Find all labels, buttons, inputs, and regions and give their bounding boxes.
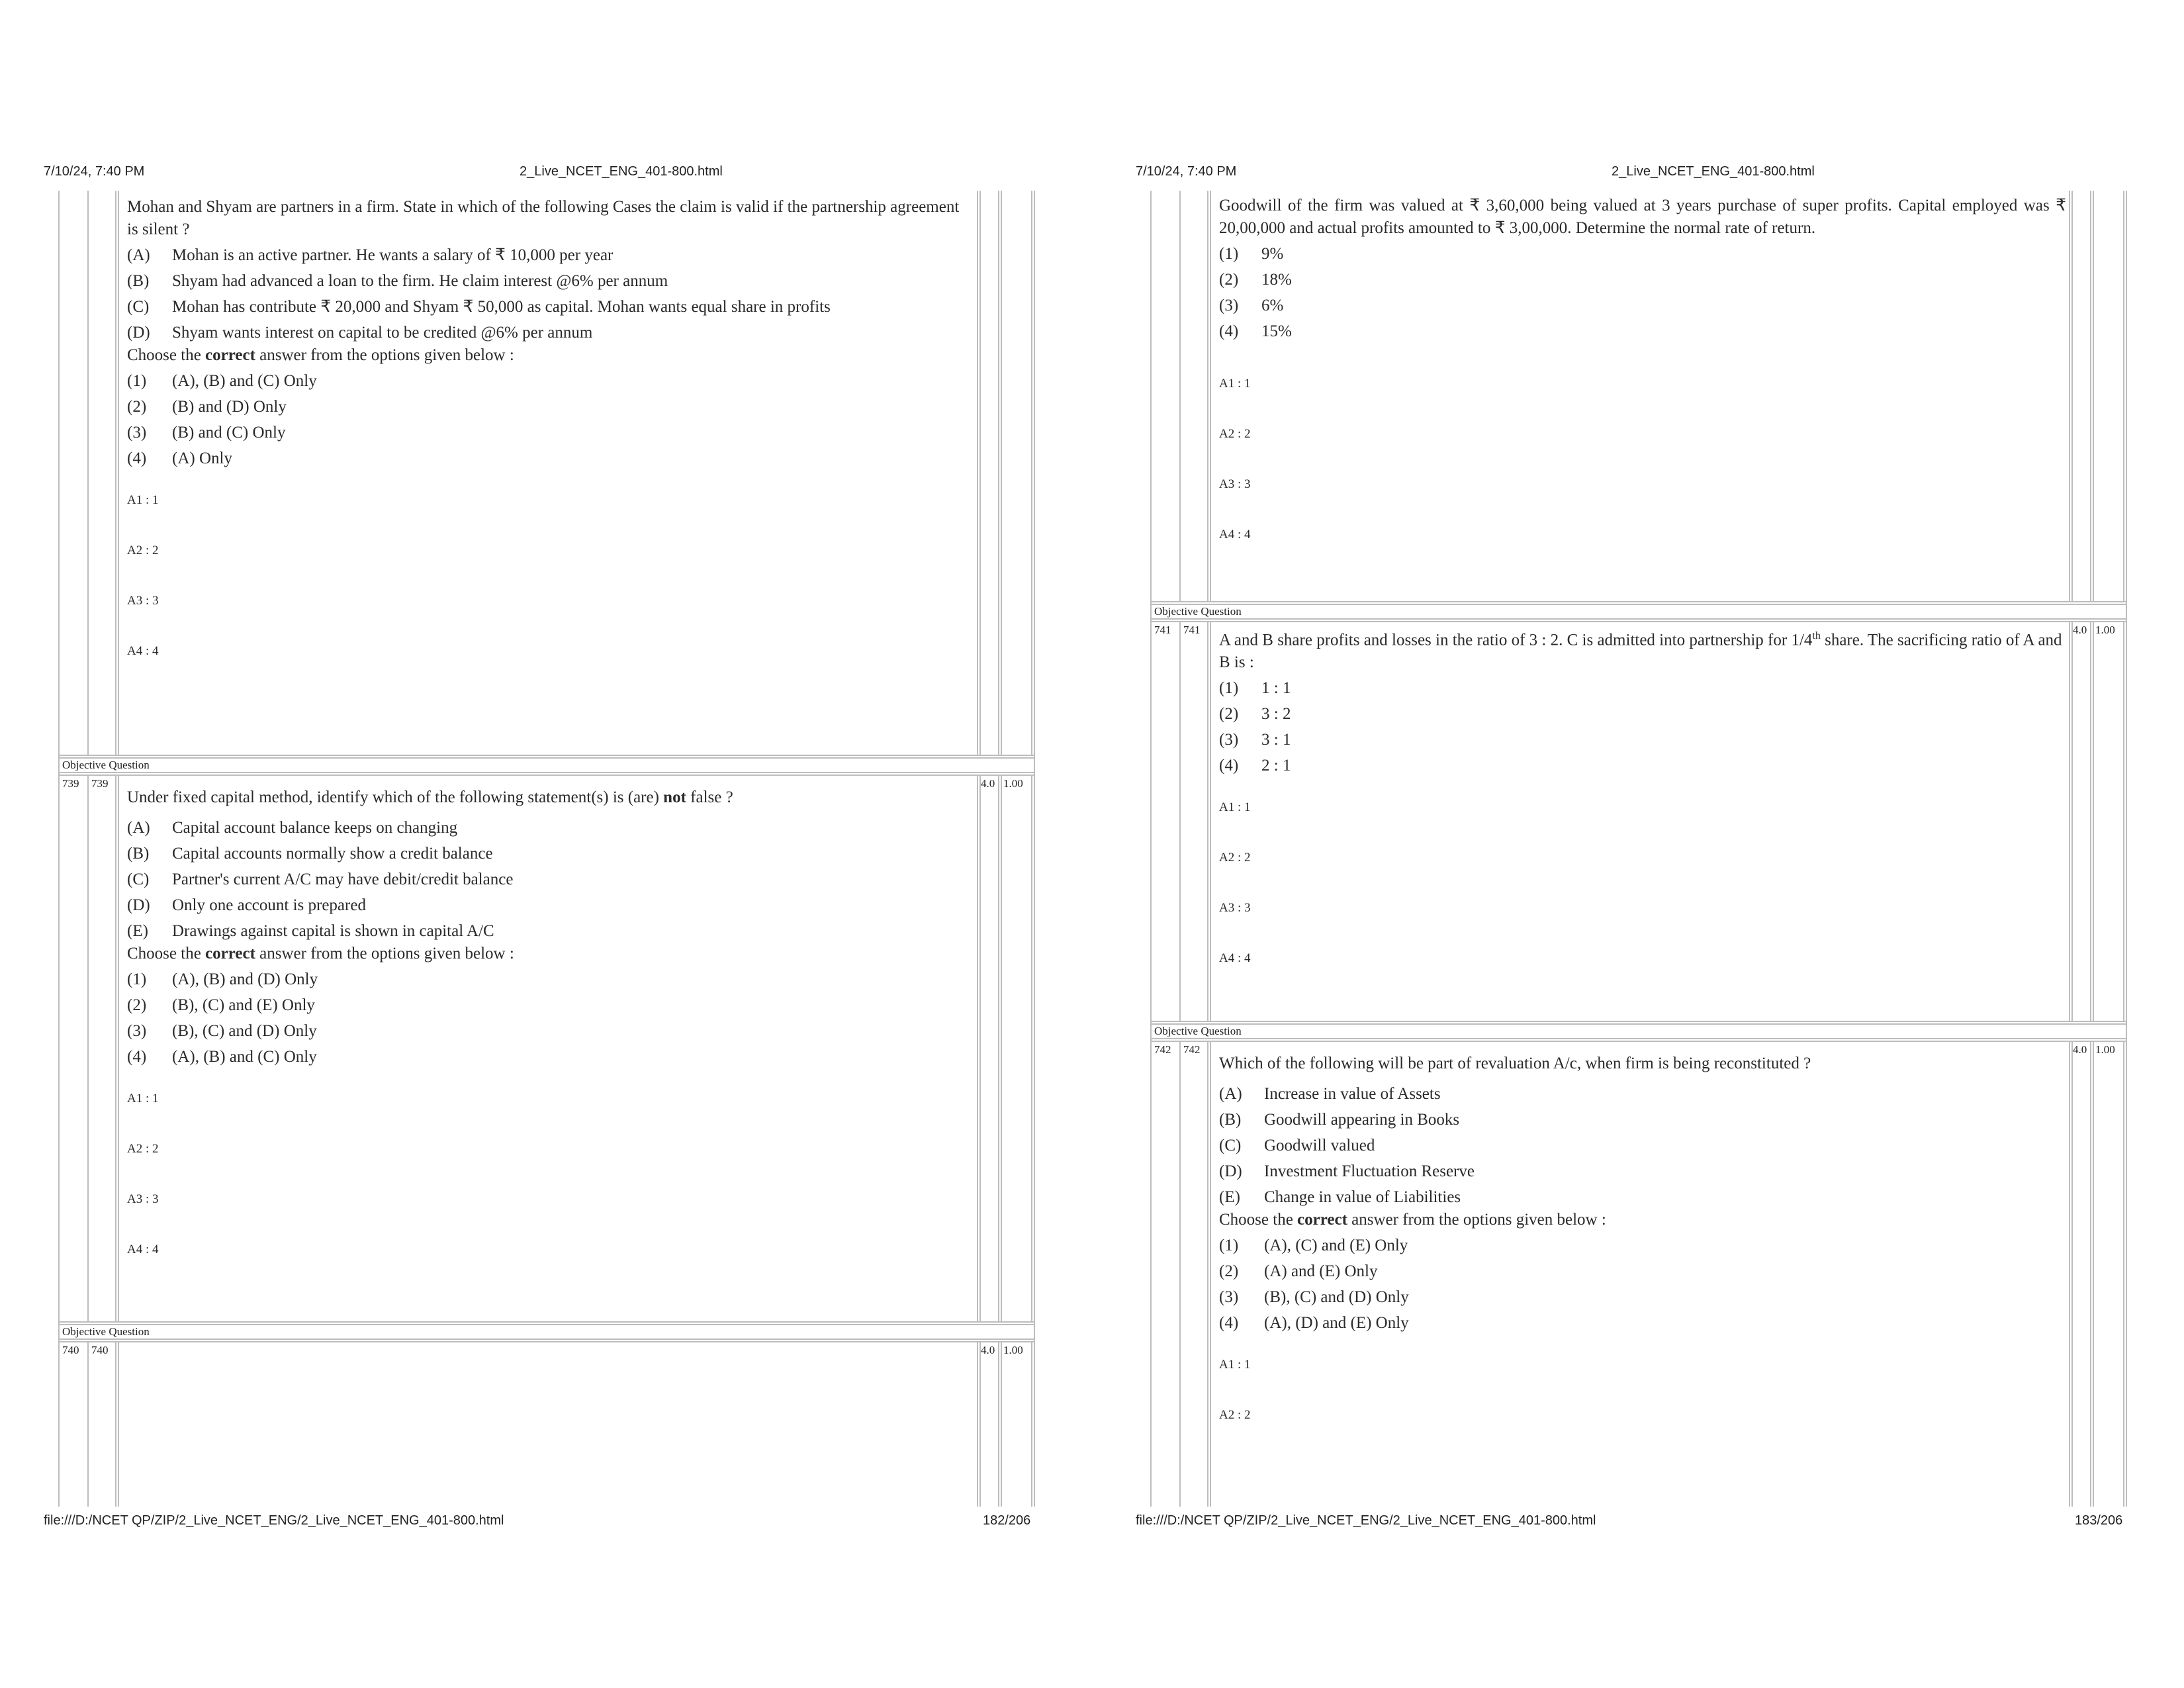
answer-key: A4 : 4	[127, 644, 159, 658]
print-footer-path: file:///D:/NCET QP/ZIP/2_Live_NCET_ENG/2_Live_NCET_ENG_401-800.html	[1136, 1513, 1596, 1528]
answer-key: A3 : 3	[127, 1192, 159, 1206]
question-stem: A and B share profits and losses in the ratio of 3 : 2. C is admitted into partnership for 1/4th share. The sacrificing ratio of A and B is :	[1219, 630, 2062, 672]
question-id: 742	[1183, 1043, 1201, 1056]
statement-item: (B) Shyam had advanced a loan to the firm. He claim interest @6% per annum	[127, 272, 668, 290]
statement-item: (B) Capital accounts normally show a credit balance	[127, 845, 493, 863]
answer-key: A1 : 1	[127, 493, 159, 507]
negative-marks: 1.00	[2095, 624, 2115, 636]
answer-option: (1) 1 : 1	[1219, 679, 1291, 698]
marks: 4.0	[2073, 624, 2087, 636]
answer-key: A4 : 4	[127, 1243, 159, 1256]
negative-marks: 1.00	[2095, 1043, 2115, 1056]
serial-number: 740	[62, 1344, 79, 1356]
answer-option: (4) (A), (D) and (E) Only	[1219, 1314, 1409, 1332]
answer-option: (1) (A), (C) and (E) Only	[1219, 1237, 1408, 1254]
serial-number: 739	[62, 777, 79, 790]
serial-number: 741	[1154, 624, 1171, 636]
statement-item: (D) Only one account is prepared	[127, 896, 366, 914]
question-741-body	[1219, 625, 2066, 1001]
answer-option: (2) (B), (C) and (E) Only	[127, 996, 315, 1014]
answer-key: A1 : 1	[1219, 1358, 1251, 1372]
choose-prompt: Choose the correct answer from the options given below :	[127, 945, 514, 962]
section-label: Objective Question	[62, 1325, 150, 1338]
section-label: Objective Question	[62, 759, 150, 771]
question-id: 739	[91, 777, 109, 790]
statement-item: (C) Mohan has contribute ₹ 20,000 and Shyam ₹ 50,000 as capital. Mohan wants equal share in profits	[127, 298, 831, 316]
statement-item: (D) Investment Fluctuation Reserve	[1219, 1162, 1475, 1180]
print-file-title: 2_Live_NCET_ENG_401-800.html	[1612, 164, 1815, 179]
question-id: 740	[91, 1344, 109, 1356]
question-739-body	[127, 786, 974, 1292]
question-stem: Which of the following will be part of revaluation A/c, when firm is being reconstituted ?	[1219, 1055, 1811, 1072]
question-740-body	[1219, 195, 2066, 577]
statement-item: (C) Goodwill valued	[1219, 1137, 1375, 1154]
answer-option: (4) (A) Only	[127, 449, 232, 467]
answer-key: A2 : 2	[1219, 1408, 1251, 1422]
answer-option: (4) (A), (B) and (C) Only	[127, 1048, 317, 1066]
answer-key: A1 : 1	[127, 1092, 159, 1105]
answer-option: (2) 18%	[1219, 271, 1292, 289]
section-label: Objective Question	[1154, 605, 1242, 618]
answer-option: (1) (A), (B) and (C) Only	[127, 372, 317, 390]
answer-key: A4 : 4	[1219, 951, 1251, 966]
question-740-block	[58, 1321, 1035, 1507]
answer-key: A1 : 1	[1219, 800, 1251, 815]
answer-key: A3 : 3	[1219, 477, 1251, 491]
marks: 4.0	[981, 777, 995, 790]
page-number: 182/206	[983, 1513, 1031, 1528]
question-id: 741	[1183, 624, 1201, 636]
section-label: Objective Question	[1154, 1025, 1242, 1037]
negative-marks: 1.00	[1003, 1344, 1023, 1356]
page-number: 183/206	[2075, 1513, 2123, 1528]
question-738-body	[127, 196, 974, 694]
statement-item: (A) Capital account balance keeps on changing	[127, 819, 458, 837]
answer-key: A1 : 1	[1219, 377, 1251, 391]
serial-number: 742	[1154, 1043, 1171, 1056]
statement-item: (A) Mohan is an active partner. He wants a salary of ₹ 10,000 per year	[127, 246, 614, 264]
answer-option: (3) 6%	[1219, 297, 1284, 314]
statement-item: (A) Increase in value of Assets	[1219, 1085, 1441, 1103]
statement-item: (C) Partner's current A/C may have debit/credit balance	[127, 870, 514, 888]
answer-option: (1) (A), (B) and (D) Only	[127, 970, 318, 988]
marks: 4.0	[2073, 1043, 2087, 1056]
question-stem: Mohan and Shyam are partners in a firm. State in which of the following Cases the claim is valid if the partnership agreement is silent ?	[127, 198, 960, 238]
answer-key: A2 : 2	[127, 543, 159, 557]
answer-option: (2) 3 : 2	[1219, 705, 1291, 724]
right-page	[1092, 0, 2184, 1688]
answer-option: (3) (B) and (C) Only	[127, 424, 286, 442]
answer-option: (2) (B) and (D) Only	[127, 398, 287, 416]
question-table	[58, 191, 1035, 1507]
answer-option: (4) 2 : 1	[1219, 757, 1291, 775]
answer-option: (4) 15%	[1219, 322, 1292, 340]
print-datetime: 7/10/24, 7:40 PM	[1136, 164, 1237, 179]
print-footer-path: file:///D:/NCET QP/ZIP/2_Live_NCET_ENG/2_Live_NCET_ENG_401-800.html	[44, 1513, 504, 1528]
statement-item: (B) Goodwill appearing in Books	[1219, 1111, 1460, 1129]
answer-option: (3) (B), (C) and (D) Only	[127, 1022, 317, 1040]
question-table	[1150, 191, 2127, 1507]
choose-prompt: Choose the correct answer from the options given below :	[1219, 1211, 1606, 1229]
answer-key: A3 : 3	[1219, 901, 1251, 915]
statement-item: (E) Drawings against capital is shown in capital A/C	[127, 922, 494, 940]
answer-option: (1) 9%	[1219, 245, 1284, 263]
question-742-body	[1219, 1053, 2066, 1458]
question-742-block	[1150, 1021, 2127, 1507]
answer-key: A2 : 2	[127, 1142, 159, 1156]
answer-key: A4 : 4	[1219, 528, 1251, 541]
answer-key: A2 : 2	[1219, 851, 1251, 865]
statement-item: (E) Change in value of Liabilities	[1219, 1188, 1461, 1206]
statement-item: (D) Shyam wants interest on capital to be credited @6% per annum	[127, 324, 593, 342]
answer-key: A3 : 3	[127, 594, 159, 608]
question-stem: Under fixed capital method, identify which of the following statement(s) is (are) not false ?	[127, 788, 733, 806]
question-stem: Goodwill of the firm was valued at ₹ 3,60,000 being valued at 3 years purchase of super profits. Capital employed was ₹ 20,00,000 and actual profits amounted to ₹ 3,00,000. Determine the normal rate of return.	[1219, 197, 2066, 237]
print-file-title: 2_Live_NCET_ENG_401-800.html	[520, 164, 723, 179]
marks: 4.0	[981, 1344, 995, 1356]
answer-option: (3) (B), (C) and (D) Only	[1219, 1288, 1409, 1306]
choose-prompt: Choose the correct answer from the options given below :	[127, 346, 514, 364]
answer-option: (2) (A) and (E) Only	[1219, 1262, 1378, 1280]
print-datetime: 7/10/24, 7:40 PM	[44, 164, 145, 179]
answer-option: (3) 3 : 1	[1219, 731, 1291, 749]
answer-key: A2 : 2	[1219, 427, 1251, 441]
negative-marks: 1.00	[1003, 777, 1023, 790]
